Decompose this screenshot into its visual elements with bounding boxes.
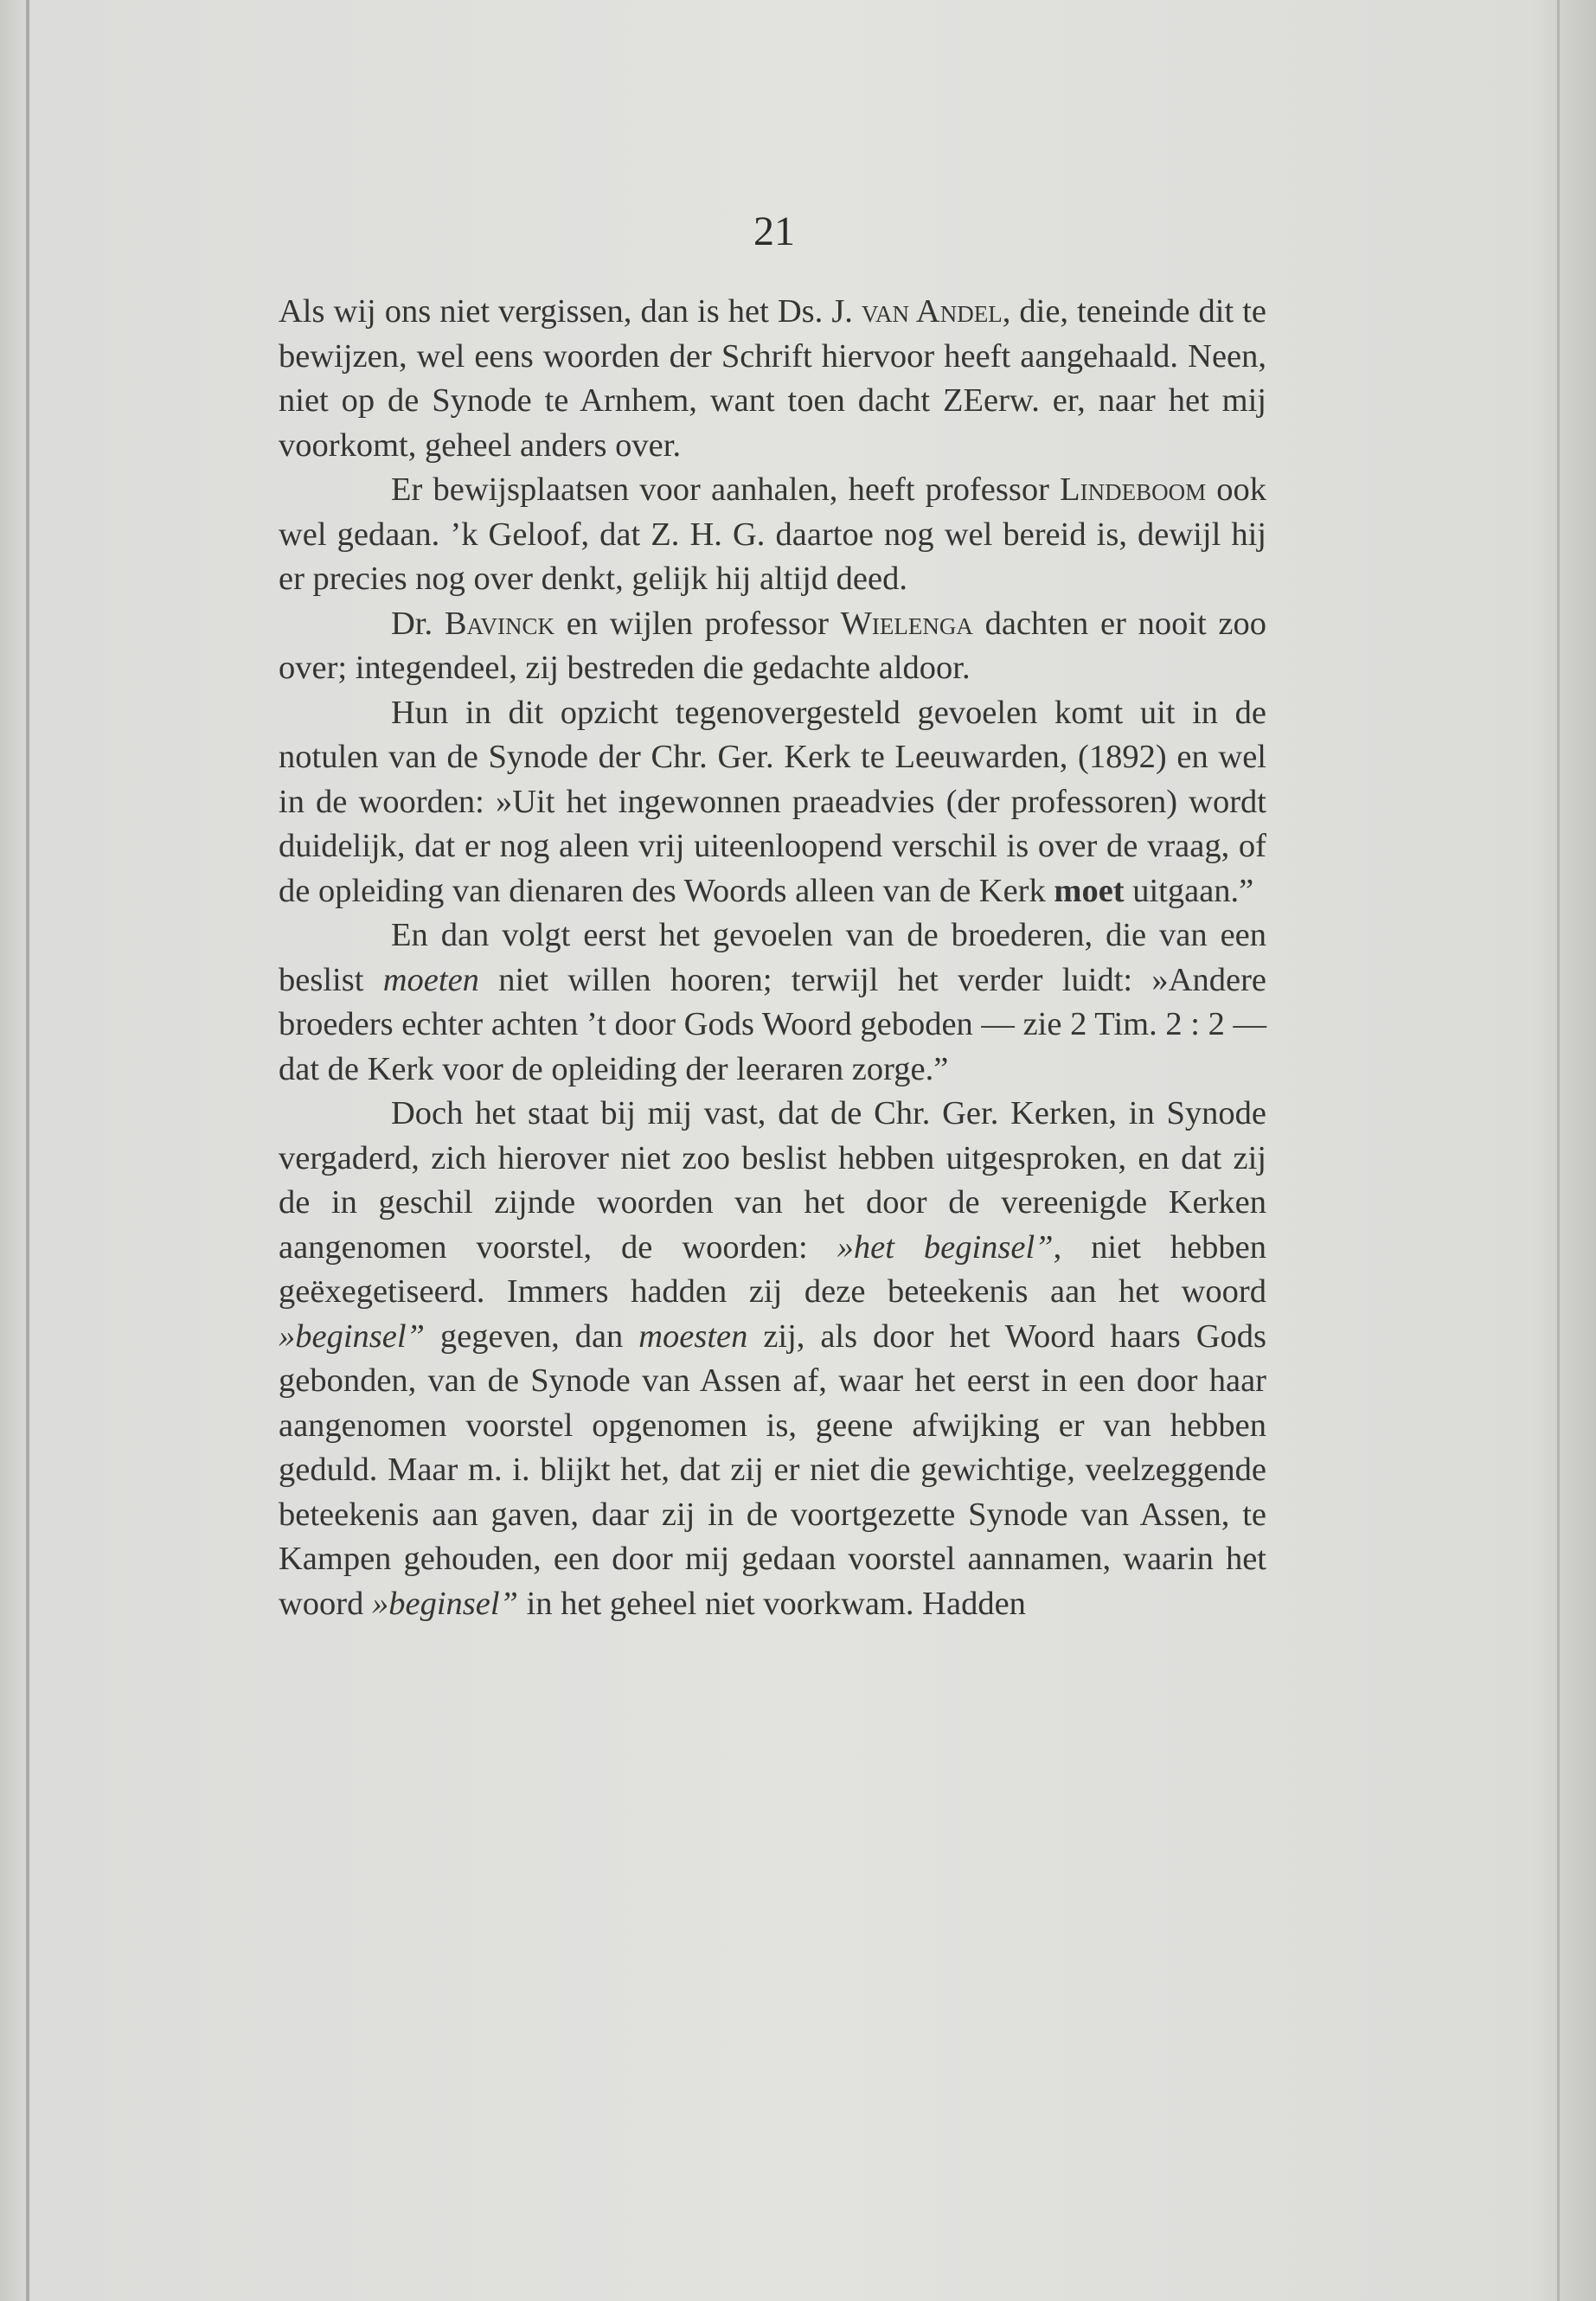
page-right-edge [1557, 0, 1560, 2301]
author-name: Bavinck [444, 605, 555, 642]
author-name: van Andel [861, 293, 1003, 330]
text-run: Hun in dit opzicht tegenovergesteld gevoelen komt uit in de notulen van de Synode der Chr. Ger. Kerk te Leeuwarden, (1892) en wel in de woorden: »Uit het ingewonnen praeadvies (der professoren) wordt duidelijk, dat er nog aleen vrij uiteenloopend verschil is over de vraag, of de opleiding van dienaren des Woords alleen van de Kerk [279, 694, 1266, 909]
paragraph [279, 1092, 1266, 1626]
text-run: ook wel gedaan. ’k Geloof, dat Z. H. G. daartoe nog wel bereid is, dewijl hij er precies nog over denkt, gelijk hij altijd deed. [279, 471, 1267, 597]
italic-emphasis: moesten [638, 1317, 748, 1355]
text-run: en wijlen professor [554, 605, 841, 642]
paragraph [279, 602, 1266, 691]
text-run: zij, als door het Woord haars Gods gebonden, van de Synode van Assen af, waar het eerst in een door haar aangenomen voorstel opgenomen is, geene afwijking er van hebben geduld. Maar m. i. blijkt het, dat zij er niet die gewichtige, veelzeggende beteekenis aan gaven, daar zij in de voortgezette Synode van Assen, te Kampen gehouden, een door mij gedaan voorstel aannamen, waarin het woord [279, 1317, 1266, 1622]
text-run: in het geheel niet voorkwam. Hadden [517, 1585, 1026, 1622]
text-run: niet willen hooren; terwijl het verder luidt: »Andere broeders echter achten ’t door Gods Woord geboden — zie 2 Tim. 2 : 2 — dat de Kerk voor de opleiding der leeraren zorge.” [279, 961, 1266, 1087]
paragraph [279, 913, 1266, 1092]
text-run: Als wij ons niet vergissen, dan is het Ds. J. [279, 293, 862, 330]
italic-emphasis: »beginsel” [372, 1585, 518, 1622]
text-run: , die, teneinde dit te bewijzen, wel eens woorden der Schrift hiervoor heeft aangehaald. Neen, niet op de Synode te Arnhem, want toen dacht ZEerw. er, naar het mij voorkomt, geheel anders over. [279, 293, 1266, 464]
text-run: , niet hebben geëxegetiseerd. Immers hadden zij deze beteekenis aan het woord [279, 1228, 1266, 1310]
page-number: 21 [753, 208, 795, 254]
paragraph [279, 290, 1266, 468]
italic-emphasis: moeten [382, 961, 479, 998]
page-binding-edge [26, 0, 29, 2301]
text-run: uitgaan.” [1124, 872, 1254, 909]
italic-emphasis: »het beginsel” [836, 1228, 1054, 1266]
text-run: Dr. [391, 605, 445, 642]
text-run: dachten er nooit zoo over; integendeel, zij bestreden die gedachte aldoor. [279, 605, 1266, 686]
body-text [279, 290, 1266, 1626]
italic-emphasis: »beginsel” [279, 1317, 425, 1355]
author-name: Lindeboom [1060, 471, 1207, 508]
text-run: gegeven, dan [424, 1317, 639, 1355]
bold-emphasis: moet [1054, 872, 1125, 909]
author-name: Wielenga [840, 605, 973, 642]
paragraph [279, 468, 1266, 602]
text-run: Doch het staat bij mij vast, dat de Chr. Ger. Kerken, in Synode vergaderd, zich hierover niet zoo beslist hebben uitgesproken, en dat zij de in geschil zijnde woorden van het door de vereenigde Kerken aangenomen voorstel, de woorden: [279, 1095, 1266, 1266]
text-run: En dan volgt eerst het gevoelen van de broederen, die van een beslist [279, 917, 1266, 998]
paragraph [279, 691, 1266, 914]
text-run: Er bewijsplaatsen voor aanhalen, heeft professor [391, 471, 1061, 508]
